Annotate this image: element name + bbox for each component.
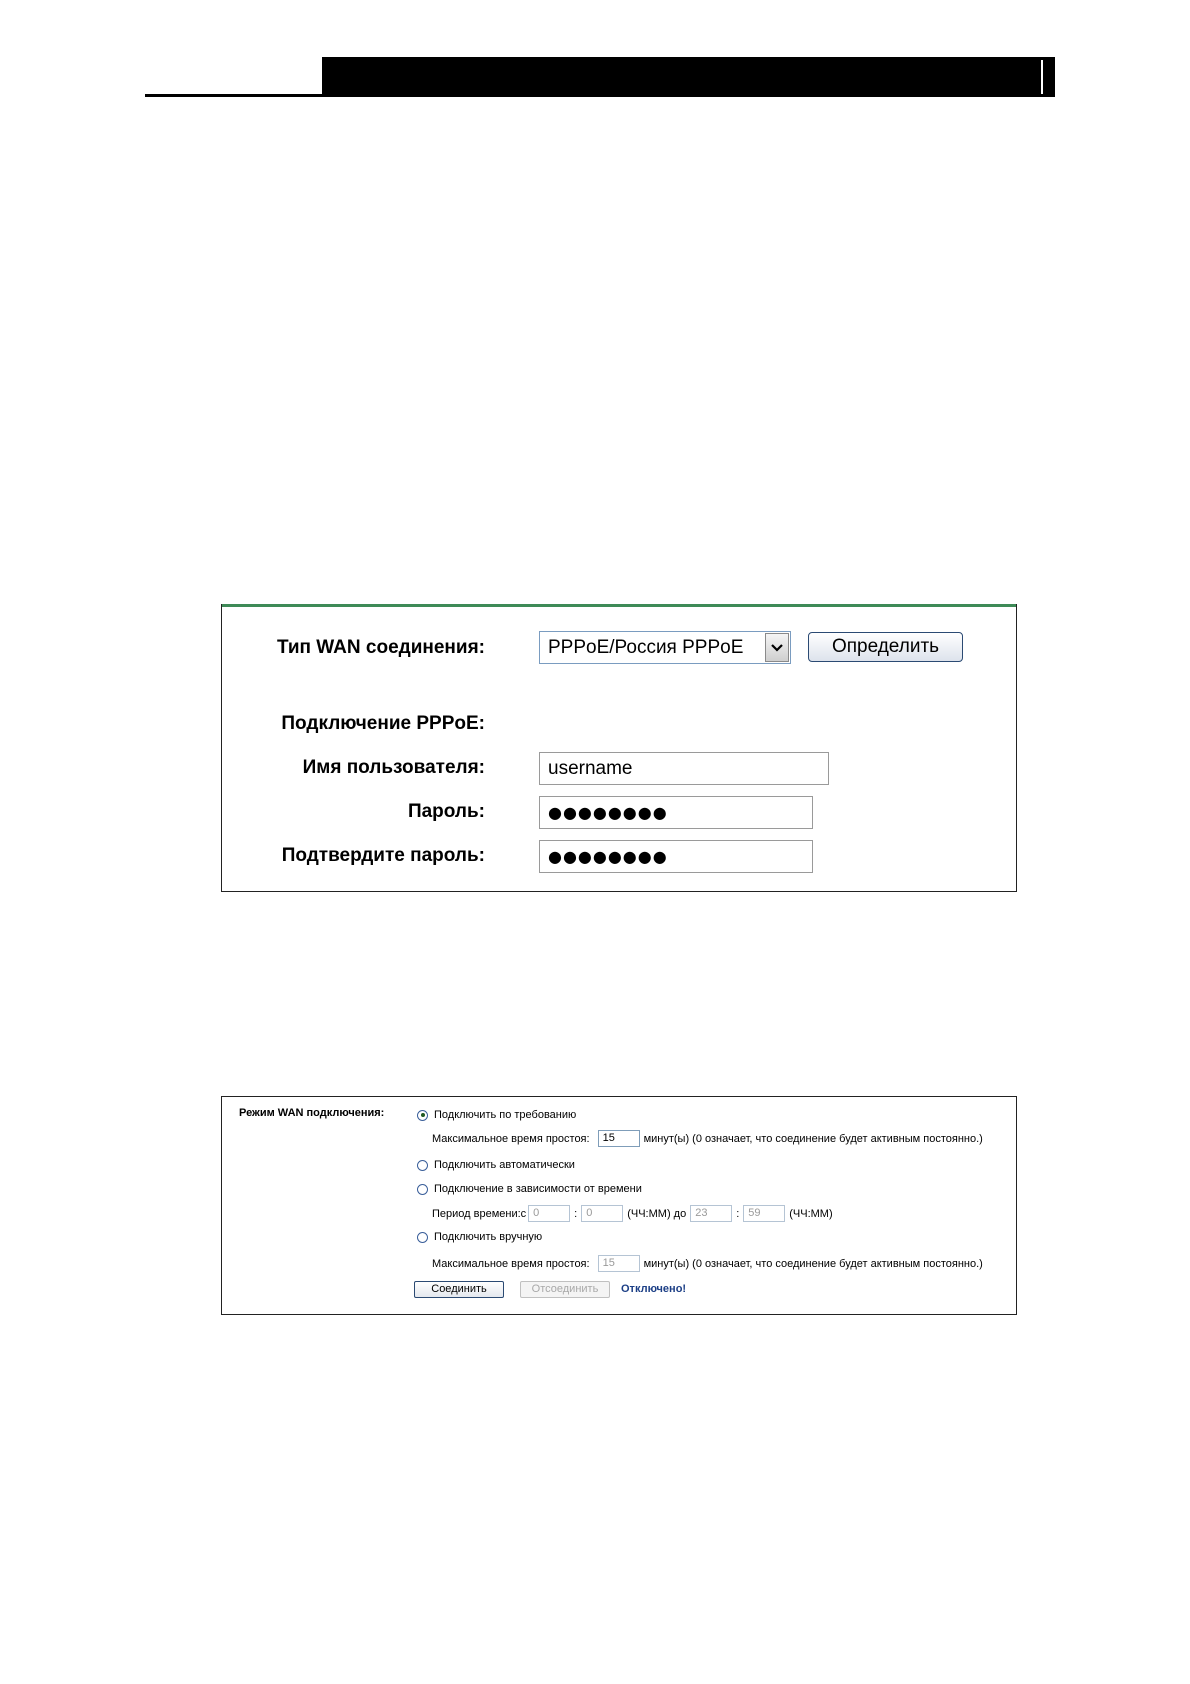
period-format-to: (ЧЧ:ММ) до	[627, 1207, 687, 1220]
period-from-minute-input[interactable]: 0	[581, 1205, 623, 1222]
header-divider	[1041, 60, 1043, 94]
period-separator: :	[736, 1207, 740, 1220]
username-label: Имя пользователя:	[302, 757, 485, 778]
connect-button[interactable]: Соединить	[414, 1281, 504, 1298]
connection-status: Отключено!	[621, 1283, 687, 1295]
period-to-hour-input[interactable]: 23	[690, 1205, 732, 1222]
panel-accent-line	[222, 604, 1016, 607]
period-to-minute-input[interactable]: 59	[743, 1205, 785, 1222]
max-idle-hint: минут(ы) (0 означает, что соединение будет активным постоянно.)	[643, 1132, 983, 1145]
manual-radio[interactable]	[417, 1232, 428, 1243]
pppoe-section-label: Подключение PPPoE:	[281, 713, 485, 734]
username-input[interactable]: username	[539, 752, 829, 785]
header-bar	[322, 57, 1055, 97]
manual-max-idle-input[interactable]: 15	[598, 1255, 640, 1272]
period-separator: :	[574, 1207, 578, 1220]
confirm-password-input[interactable]: ●●●●●●●●	[539, 840, 813, 873]
max-idle-label: Максимальное время простоя:	[432, 1132, 590, 1145]
wan-type-select-value: PPPoE/Россия PPPoE	[548, 637, 744, 658]
wan-mode-panel	[221, 1096, 1017, 1315]
auto-radio[interactable]	[417, 1160, 428, 1171]
header-rule	[145, 94, 322, 97]
time-based-option[interactable]	[417, 1183, 642, 1195]
manual-max-idle-hint: минут(ы) (0 означает, что соединение будет активным постоянно.)	[643, 1257, 983, 1270]
manual-max-idle-row	[432, 1255, 983, 1272]
disconnect-button[interactable]: Отсоединить	[520, 1281, 610, 1298]
wan-type-select[interactable]	[539, 631, 791, 664]
chevron-down-icon[interactable]	[765, 633, 789, 662]
period-format: (ЧЧ:ММ)	[789, 1207, 833, 1220]
wan-mode-title: Режим WAN подключения:	[239, 1107, 385, 1119]
wan-type-label: Тип WAN соединения:	[276, 637, 485, 658]
time-based-label: Подключение в зависимости от времени	[434, 1183, 642, 1195]
auto-label: Подключить автоматически	[434, 1159, 575, 1171]
period-row	[432, 1205, 833, 1222]
confirm-password-label: Подтвердите пароль:	[281, 845, 485, 866]
max-idle-row	[432, 1130, 983, 1147]
manual-max-idle-label: Максимальное время простоя:	[432, 1257, 590, 1270]
manual-option[interactable]	[417, 1231, 542, 1243]
on-demand-label: Подключить по требованию	[434, 1109, 577, 1121]
wan-type-panel	[221, 604, 1017, 892]
time-based-radio[interactable]	[417, 1184, 428, 1195]
password-label: Пароль:	[407, 801, 485, 822]
auto-option[interactable]	[417, 1159, 575, 1171]
period-label: Период времени:с	[432, 1207, 527, 1220]
on-demand-option[interactable]	[417, 1109, 576, 1121]
max-idle-input[interactable]: 15	[598, 1130, 640, 1147]
password-input[interactable]: ●●●●●●●●	[539, 796, 813, 829]
detect-button[interactable]: Определить	[808, 632, 963, 662]
on-demand-radio[interactable]	[417, 1110, 428, 1121]
period-from-hour-input[interactable]: 0	[528, 1205, 570, 1222]
manual-label: Подключить вручную	[434, 1231, 543, 1243]
